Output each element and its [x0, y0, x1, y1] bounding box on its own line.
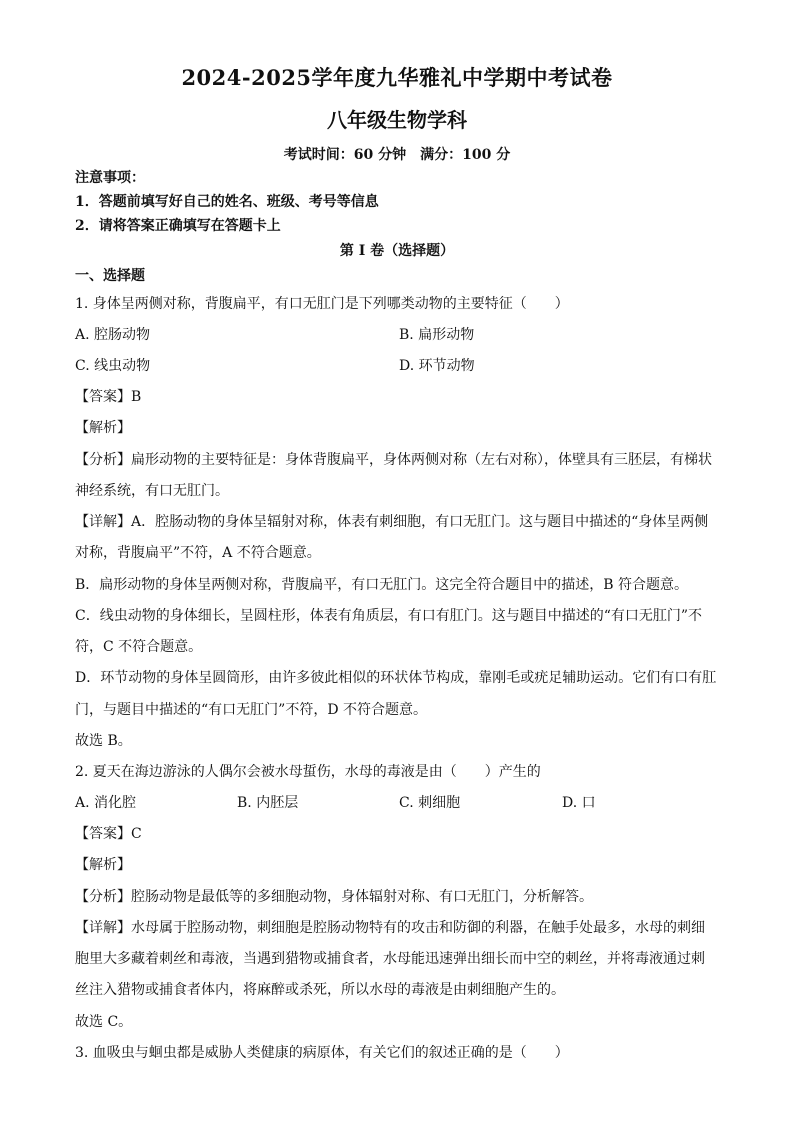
question-2-stem: 2. 夏天在海边游泳的人偶尔会被水母蜇伤，水母的毒液是由（ ）产生的: [75, 764, 541, 780]
q1-explain-line: C．线虫动物的身体细长，呈圆柱形，体表有角质层，有口有肛门。这与题目中描述的“有口无肛门”不: [75, 608, 703, 624]
q2-option-a: A. 消化腔: [75, 795, 137, 811]
q1-option-d: D. 环节动物: [399, 358, 475, 374]
q2-explain-line: 故选 C。: [75, 1014, 133, 1030]
q2-explain-line: 胞里大多藏着刺丝和毒液，当遇到猎物或捕食者，水母能迅速弹出细长而中空的刺丝，并将毒液通过刺: [75, 951, 705, 967]
note-item: 2．请将答案正确填写在答题卡上: [75, 218, 281, 234]
q1-analysis-label: 【解析】: [75, 420, 131, 436]
q2-explain-line: 丝注入猎物或捕食者体内，将麻醉或杀死，所以水母的毒液是由刺细胞产生的。: [75, 982, 565, 998]
question-3-stem: 3. 血吸虫与蛔虫都是威胁人类健康的病原体，有关它们的叙述正确的是（ ）: [75, 1045, 569, 1061]
q1-explain-line: 【详解】A．腔肠动物的身体呈辐射对称，体表有刺细胞，有口无肛门。这与题目中描述的“身体呈两侧: [75, 514, 709, 530]
q1-explain-line: 故选 B。: [75, 733, 132, 749]
exam-title: 2024-2025学年度九华雅礼中学期中考试卷: [181, 65, 613, 90]
volume-heading: 第 I 卷（选择题）: [339, 243, 455, 259]
q1-explain-line: 门，与题目中描述的“有口无肛门”不符，D 不符合题意。: [75, 702, 427, 718]
q1-explain-line: 【分析】扁形动物的主要特征是：身体背腹扁平，身体两侧对称（左右对称），体壁具有三胚层，有梯状: [75, 452, 712, 468]
q1-explain-line: 神经系统，有口无肛门。: [75, 483, 229, 499]
exam-subtitle: 八年级生物学科: [327, 108, 467, 132]
question-1-stem: 1. 身体呈两侧对称，背腹扁平，有口无肛门是下列哪类动物的主要特征（ ）: [75, 296, 569, 312]
q1-option-a: A. 腔肠动物: [75, 327, 151, 343]
q2-explain-line: 【详解】水母属于腔肠动物，刺细胞是腔肠动物特有的攻击和防御的利器，在触手处最多，水母的刺细: [75, 920, 705, 936]
q1-explain-line: 对称，背腹扁平”不符，A 不符合题意。: [75, 545, 321, 561]
q2-answer: 【答案】C: [75, 826, 142, 842]
q1-option-c: C. 线虫动物: [75, 358, 151, 374]
q2-option-b: B. 内胚层: [237, 795, 299, 811]
notes-heading: 注意事项：: [75, 170, 145, 186]
q1-explain-line: B．扁形动物的身体呈两侧对称，背腹扁平，有口无肛门。这完全符合题目中的描述，B 符合题意。: [75, 577, 689, 593]
q1-explain-line: D．环节动物的身体呈圆筒形，由许多彼此相似的环状体节构成，靠刚毛或疣足辅助运动。它们有口有肛: [75, 670, 717, 686]
part-heading: 一、选择题: [75, 268, 145, 284]
q2-analysis-label: 【解析】: [75, 857, 131, 873]
q1-option-b: B. 扁形动物: [399, 327, 475, 343]
q2-option-c: C. 刺细胞: [399, 795, 461, 811]
q2-option-d: D. 口: [562, 795, 596, 811]
exam-info: 考试时间：60 分钟 满分：100 分: [283, 147, 511, 163]
q2-explain-line: 【分析】腔肠动物是最低等的多细胞动物，身体辐射对称、有口无肛门，分析解答。: [75, 889, 593, 905]
q1-explain-line: 符，C 不符合题意。: [75, 639, 203, 655]
q1-answer: 【答案】B: [75, 389, 142, 405]
note-item: 1．答题前填写好自己的姓名、班级、考号等信息: [75, 194, 379, 210]
